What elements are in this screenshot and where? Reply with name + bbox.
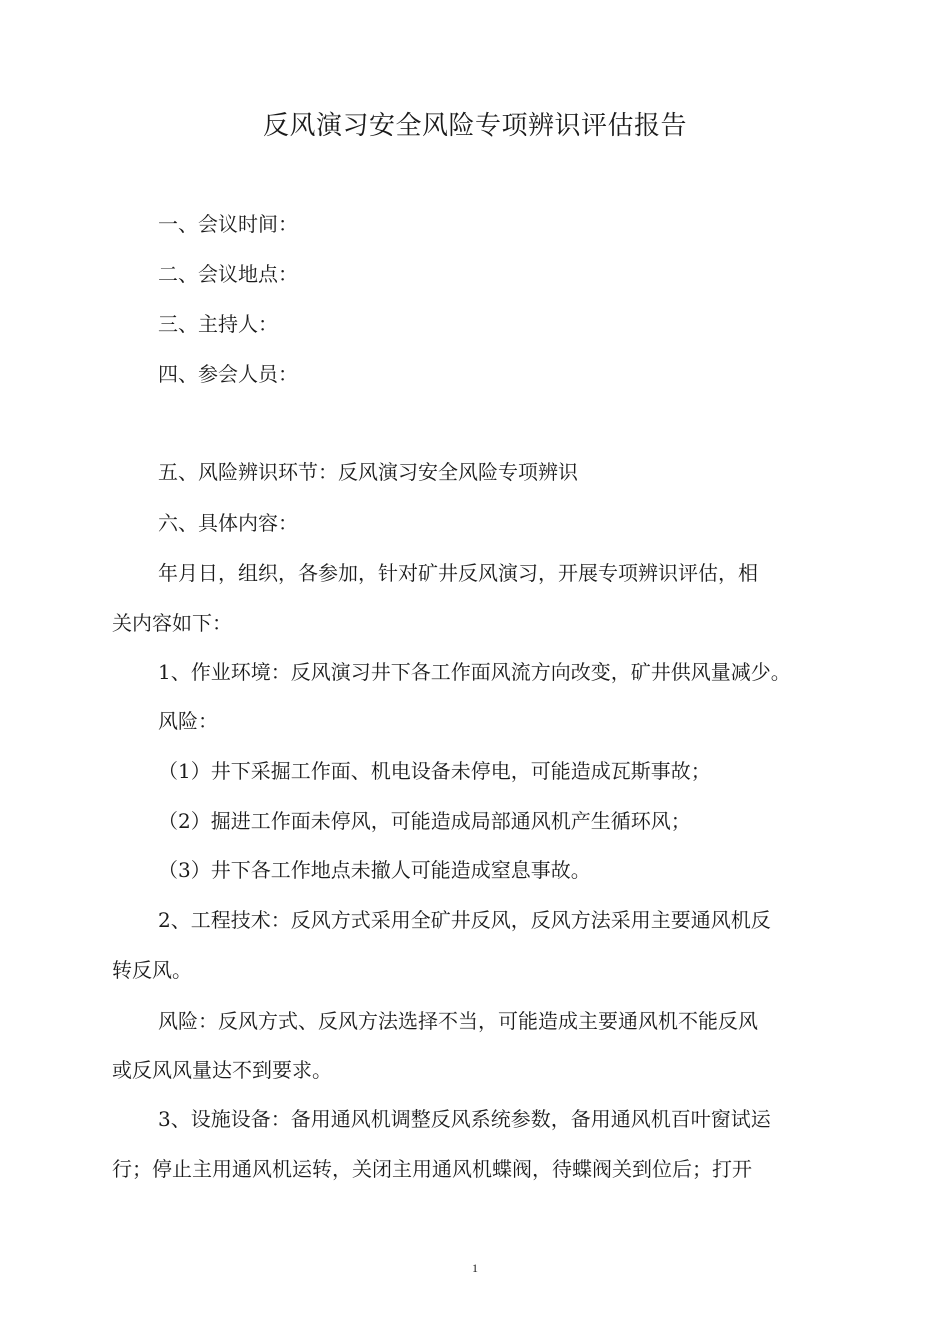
meeting-place-label: 二、会议地点： [158, 262, 298, 286]
equip-line-1: 3、设施设备：备用通风机调整反风系统参数，备用通风机百叶窗试运 [158, 1107, 771, 1131]
meeting-time-label: 一、会议时间： [158, 212, 298, 236]
tech-line-1: 2、工程技术：反风方式采用全矿井反风，反风方法采用主要通风机反 [158, 908, 771, 932]
equip-line-2: 行；停止主用通风机运转，关闭主用通风机蝶阀，待蝶阀关到位后；打开 [112, 1157, 752, 1181]
risk-item-1: （1）井下采掘工作面、机电设备未停电，可能造成瓦斯事故； [158, 759, 711, 783]
risk-label: 风险： [158, 709, 218, 733]
tech-risk-line-1: 风险：反风方式、反风方法选择不当，可能造成主要通风机不能反风 [158, 1009, 758, 1033]
host-label: 三、主持人： [158, 312, 278, 336]
risk-item-2: （2）掘进工作面未停风，可能造成局部通风机产生循环风； [158, 809, 691, 833]
tech-line-2: 转反风。 [112, 958, 192, 982]
attendees-label: 四、参会人员： [158, 362, 298, 386]
tech-risk-line-2: 或反风风量达不到要求。 [112, 1058, 332, 1082]
risk-stage-line: 五、风险辨识环节：反风演习安全风险专项辨识 [158, 460, 578, 484]
page-number: 1 [472, 1261, 478, 1275]
env-heading: 1、作业环境：反风演习井下各工作面风流方向改变，矿井供风量减少。 [158, 660, 791, 684]
content-heading: 六、具体内容： [158, 511, 298, 535]
intro-line-2: 关内容如下： [112, 611, 232, 635]
intro-line-1: 年月日，组织，各参加，针对矿井反风演习，开展专项辨识评估，相 [158, 561, 758, 585]
risk-item-3: （3）井下各工作地点未撤人可能造成窒息事故。 [158, 858, 591, 882]
document-title: 反风演习安全风险专项辨识评估报告 [262, 111, 687, 141]
